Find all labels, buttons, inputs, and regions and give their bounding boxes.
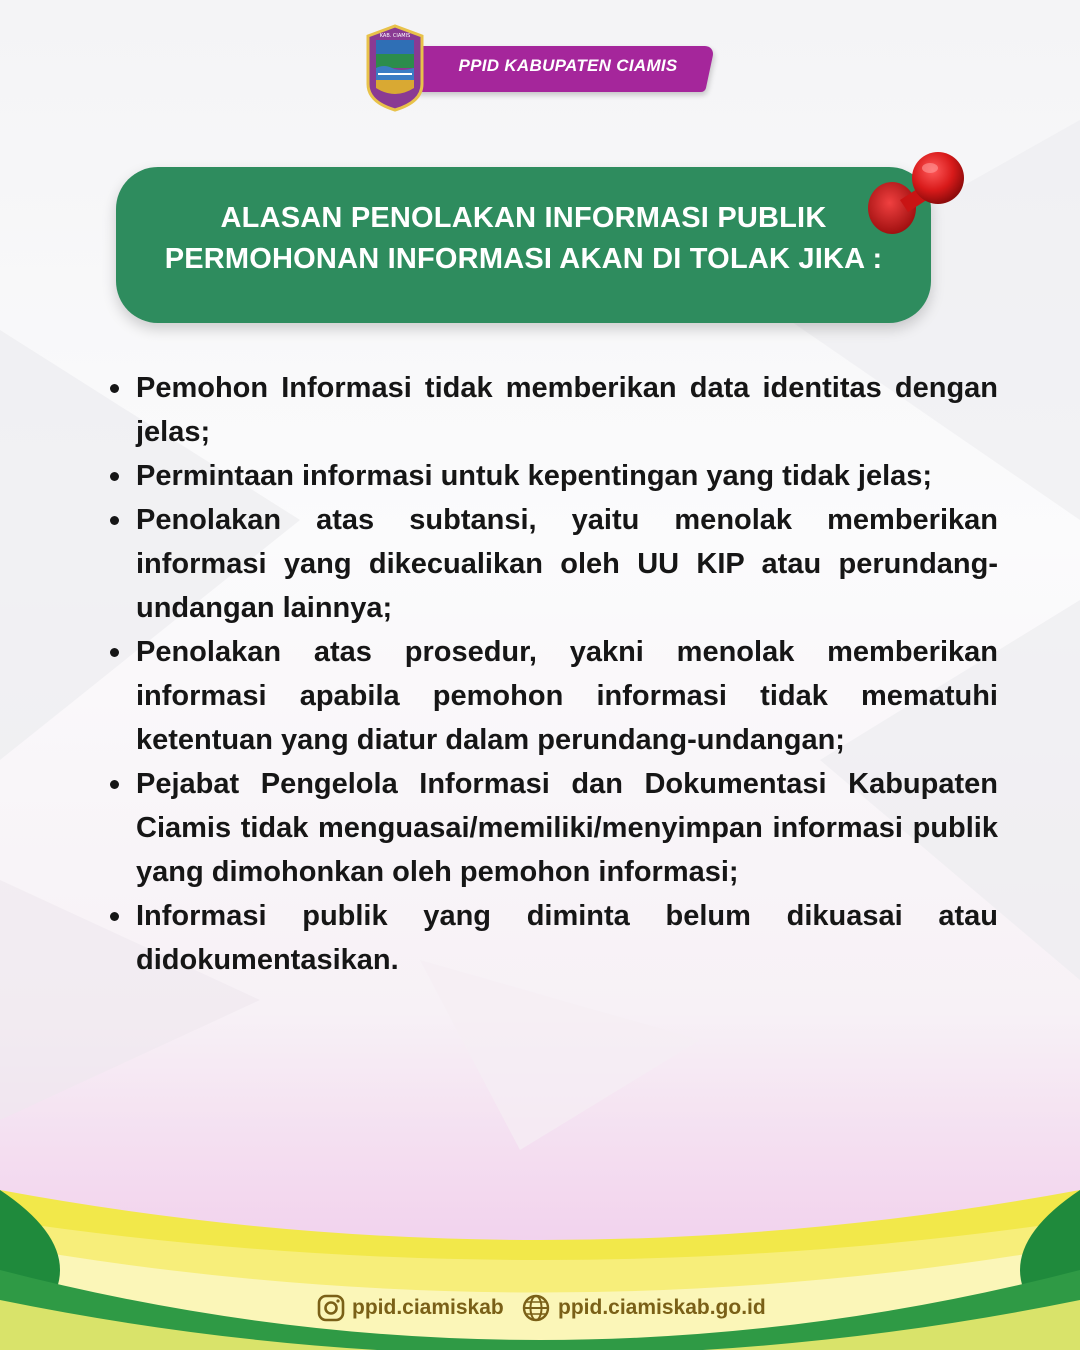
list-item: Pemohon Informasi tidak memberikan data identitas dengan jelas; — [108, 366, 998, 454]
website-url: ppid.ciamiskab.go.id — [558, 1296, 766, 1319]
header — [364, 22, 714, 114]
title-banner — [116, 167, 931, 323]
list-item: Pejabat Pengelola Informasi dan Dokumentasi Kabupaten Ciamis tidak menguasai/memiliki/menyimpan informasi publik yang dimohonkan oleh pemohon informasi; — [108, 762, 998, 894]
globe-icon — [520, 1292, 552, 1324]
brand-title: PPID KABUPATEN CIAMIS — [458, 56, 678, 75]
title-line-1: ALASAN PENOLAKAN INFORMASI PUBLIK — [220, 202, 827, 234]
list-item: Informasi publik yang diminta belum dikuasai atau didokumentasikan. — [108, 894, 998, 982]
reasons-list — [108, 366, 998, 982]
title-line-2: PERMOHONAN INFORMASI AKAN DI TOLAK JIKA : — [164, 243, 883, 275]
push-pin-icon — [862, 150, 972, 240]
website-contact[interactable] — [520, 1290, 766, 1326]
list-item: Penolakan atas prosedur, yakni menolak memberikan informasi apabila pemohon informasi tidak mematuhi ketentuan yang diatur dalam perundang-undangan; — [108, 630, 998, 762]
list-item: Penolakan atas subtansi, yaitu menolak memberikan informasi yang dikecualikan oleh UU KIP atau perundang-undangan lainnya; — [108, 498, 998, 630]
instagram-handle: ppid.ciamiskab — [352, 1296, 504, 1319]
svg-text:KAB. CIAMIS: KAB. CIAMIS — [379, 33, 411, 39]
crest-logo — [364, 24, 426, 112]
list-item: Permintaan informasi untuk kepentingan yang tidak jelas; — [108, 454, 998, 498]
contact-bar — [316, 1290, 776, 1330]
instagram-icon — [316, 1293, 346, 1323]
instagram-contact[interactable] — [316, 1290, 504, 1326]
